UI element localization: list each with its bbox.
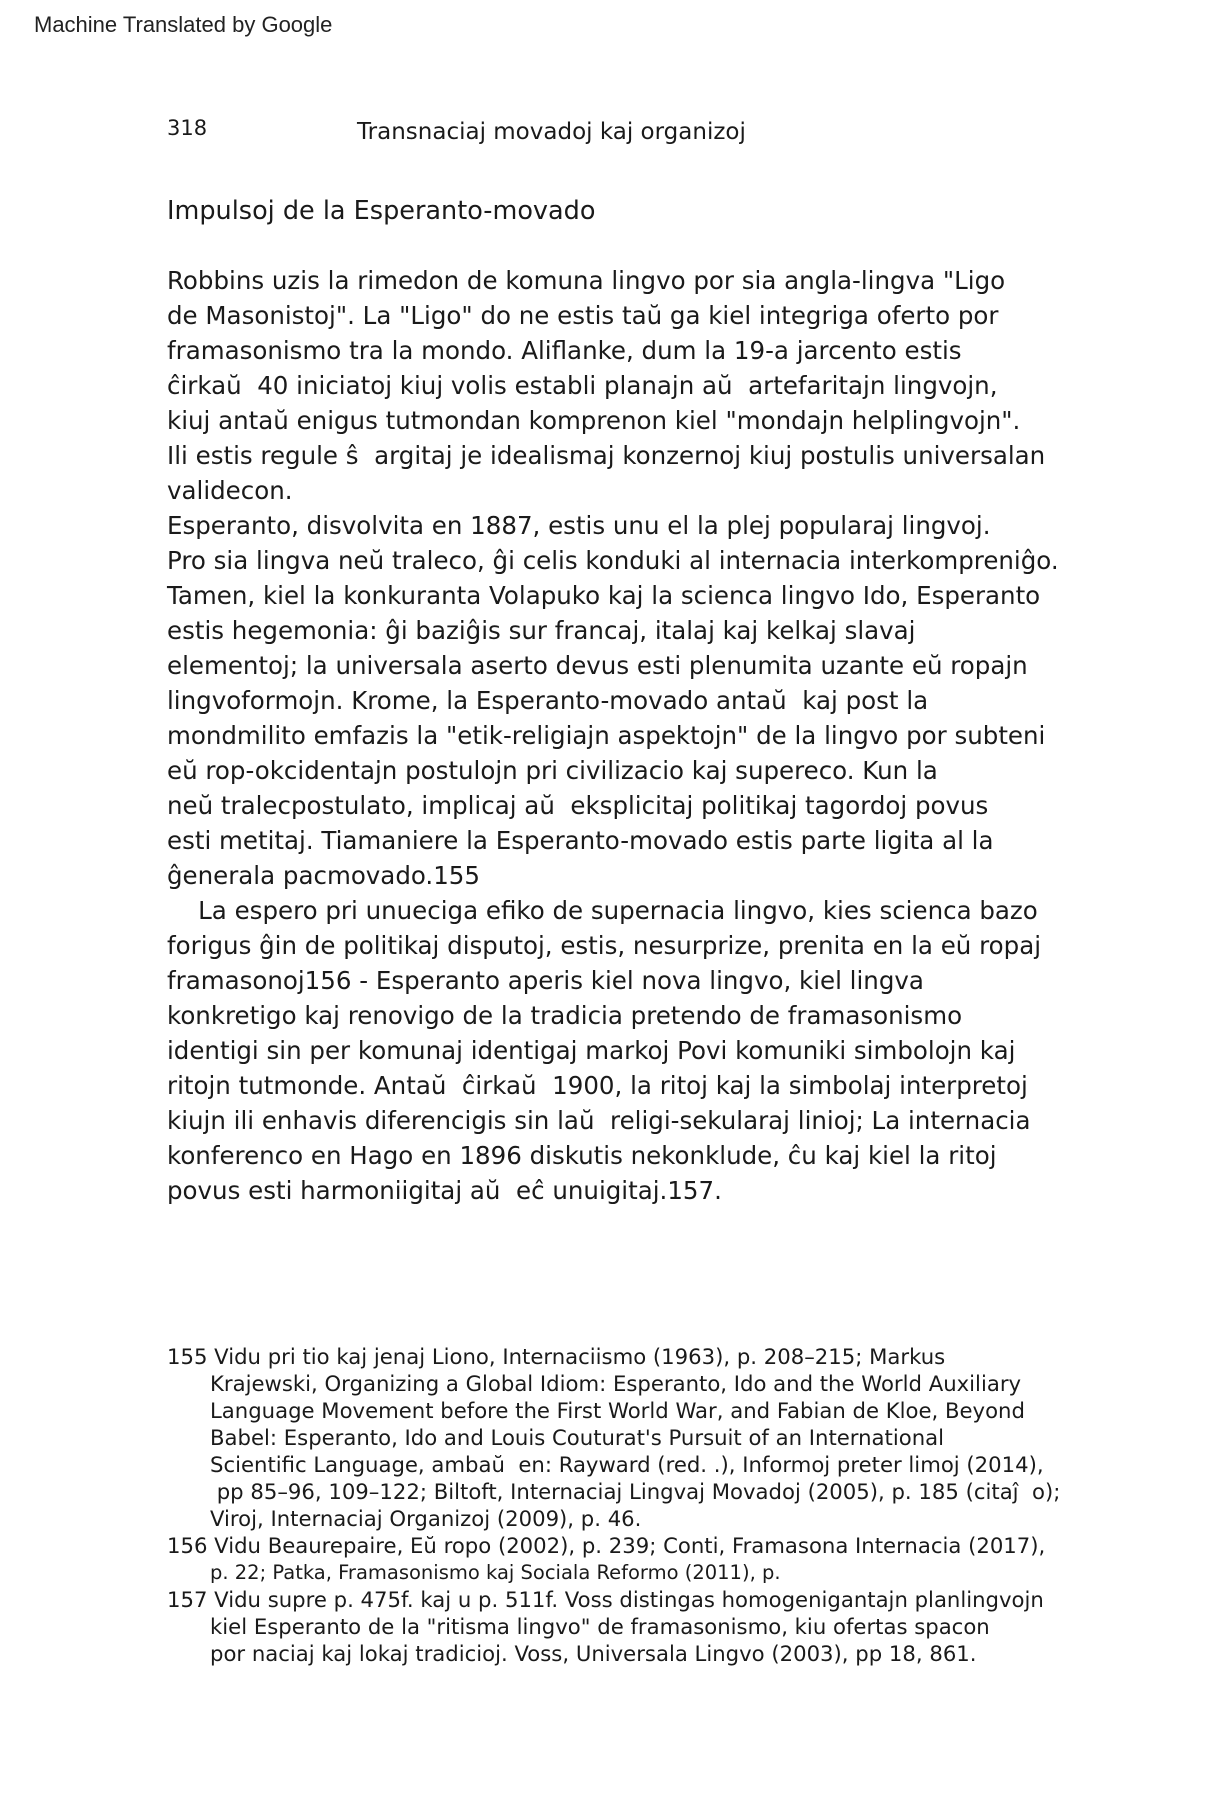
body-line: eŭ rop-okcidentajn postulojn pri civilizacio kaj supereco. Kun la	[167, 756, 938, 785]
body-line: mondmilito emfazis la "etik-religiajn aspektojn" de la lingvo por subteni	[167, 721, 1046, 750]
footnote-line: Scientific Language, ambaŭ en: Rayward (red. .), Informoj preter limoj (2014),	[210, 1452, 1044, 1477]
body-line: kiujn ili enhavis diferencigis sin laŭ religi-sekularaj linioj; La internacia	[167, 1106, 1031, 1135]
body-line: identigi sin per komunaj identigaj markoj Povi komuniki simbolojn kaj	[167, 1036, 1016, 1065]
body-line: ĉirkaŭ 40 iniciatoj kiuj volis establi planajn aŭ artefaritajn lingvojn,	[167, 371, 998, 400]
footnote-line: 157 Vidu supre p. 475f. kaj u p. 511f. Voss distingas homogenigantajn planlingvojn	[167, 1587, 1044, 1612]
page-number: 318	[167, 116, 208, 140]
footnote-157	[167, 1586, 1117, 1667]
body-line: ritojn tutmonde. Antaŭ ĉirkaŭ 1900, la ritoj kaj la simbolaj interpretoj	[167, 1071, 1028, 1100]
body-line: lingvoformojn. Krome, la Esperanto-movado antaŭ kaj post la	[167, 686, 929, 715]
footnote-line: 155 Vidu pri tio kaj jenaj Liono, Internaciismo (1963), p. 208–215; Markus	[167, 1344, 946, 1369]
body-line: povus esti harmoniigitaj aŭ eĉ unuigitaj.157.	[167, 1176, 722, 1205]
body-line: elementoj; la universala aserto devus esti plenumita uzante eŭ ropajn	[167, 651, 1028, 680]
body-line: framasonoj156 - Esperanto aperis kiel nova lingvo, kiel lingva	[167, 966, 924, 995]
footnote-line: por naciaj kaj lokaj tradicioj. Voss, Universala Lingvo (2003), pp 18, 861.	[210, 1641, 977, 1666]
footnotes	[167, 1343, 1117, 1667]
body-line: La espero pri unueciga efiko de supernacia lingvo, kies scienca bazo	[167, 896, 1038, 925]
body-line: neŭ tralecpostulato, implicaj aŭ eksplicitaj politikaj tagordoj povus	[167, 791, 989, 820]
footnote-line: 156 Vidu Beaurepaire, Eŭ ropo (2002), p. 239; Conti, Framasona Internacia (2017),	[167, 1533, 1046, 1558]
section-heading: Impulsoj de la Esperanto-movado	[167, 196, 596, 226]
footnote-line: p. 22; Patka, Framasonismo kaj Sociala Reformo (2011), p.	[210, 1561, 781, 1584]
body-text	[167, 263, 1117, 1208]
footnote-line: pp 85–96, 109–122; Biltoft, Internaciaj Lingvaj Movadoj (2005), p. 185 (citaĵ o);	[210, 1479, 1061, 1504]
body-line: estis hegemonia: ĝi baziĝis sur francaj, italaj kaj kelkaj slavaj	[167, 616, 916, 645]
body-line: Ili estis regule ŝ argitaj je idealismaj konzernoj kiuj postulis universalan	[167, 441, 1046, 470]
footnote-156	[167, 1532, 1117, 1586]
body-line: de Masonistoj". La "Ligo" do ne estis taŭ ga kiel integriga oferto por	[167, 301, 999, 330]
footnote-line: Babel: Esperanto, Ido and Louis Couturat's Pursuit of an International	[210, 1425, 944, 1450]
body-line: konkretigo kaj renovigo de la tradicia pretendo de framasonismo	[167, 1001, 963, 1030]
body-line: Tamen, kiel la konkuranta Volapuko kaj la scienca lingvo Ido, Esperanto	[167, 581, 1041, 610]
machine-translation-banner: Machine Translated by Google	[34, 12, 333, 37]
body-line: Esperanto, disvolvita en 1887, estis unu el la plej popularaj lingvoj.	[167, 511, 991, 540]
body-line: Robbins uzis la rimedon de komuna lingvo por sia angla-lingva "Ligo	[167, 266, 1006, 295]
body-line: kiuj antaŭ enigus tutmondan komprenon kiel "mondajn helplingvojn".	[167, 406, 1021, 435]
footnote-line: Language Movement before the First World War, and Fabian de Kloe, Beyond	[210, 1398, 1025, 1423]
body-line: Pro sia lingva neŭ traleco, ĝi celis konduki al internacia interkompreniĝo.	[167, 546, 1059, 575]
footnote-line: kiel Esperanto de la "ritisma lingvo" de framasonismo, kiu ofertas spacon	[210, 1614, 990, 1639]
body-line: ĝenerala pacmovado.155	[167, 861, 480, 890]
footnote-line: Krajewski, Organizing a Global Idiom: Esperanto, Ido and the World Auxiliary	[210, 1371, 1022, 1396]
running-title: Transnaciaj movadoj kaj organizoj	[357, 119, 746, 145]
footnote-line: Viroj, Internaciaj Organizoj (2009), p. 46.	[210, 1506, 642, 1531]
footnote-155	[167, 1343, 1117, 1532]
body-line: framasonismo tra la mondo. Aliflanke, dum la 19-a jarcento estis	[167, 336, 962, 365]
body-line: konferenco en Hago en 1896 diskutis nekonklude, ĉu kaj kiel la ritoj	[167, 1141, 997, 1170]
body-line: forigus ĝin de politikaj disputoj, estis, nesurprize, prenita en la eŭ ropaj	[167, 931, 1042, 960]
body-line: esti metitaj. Tiamaniere la Esperanto-movado estis parte ligita al la	[167, 826, 994, 855]
body-line: validecon.	[167, 476, 293, 505]
